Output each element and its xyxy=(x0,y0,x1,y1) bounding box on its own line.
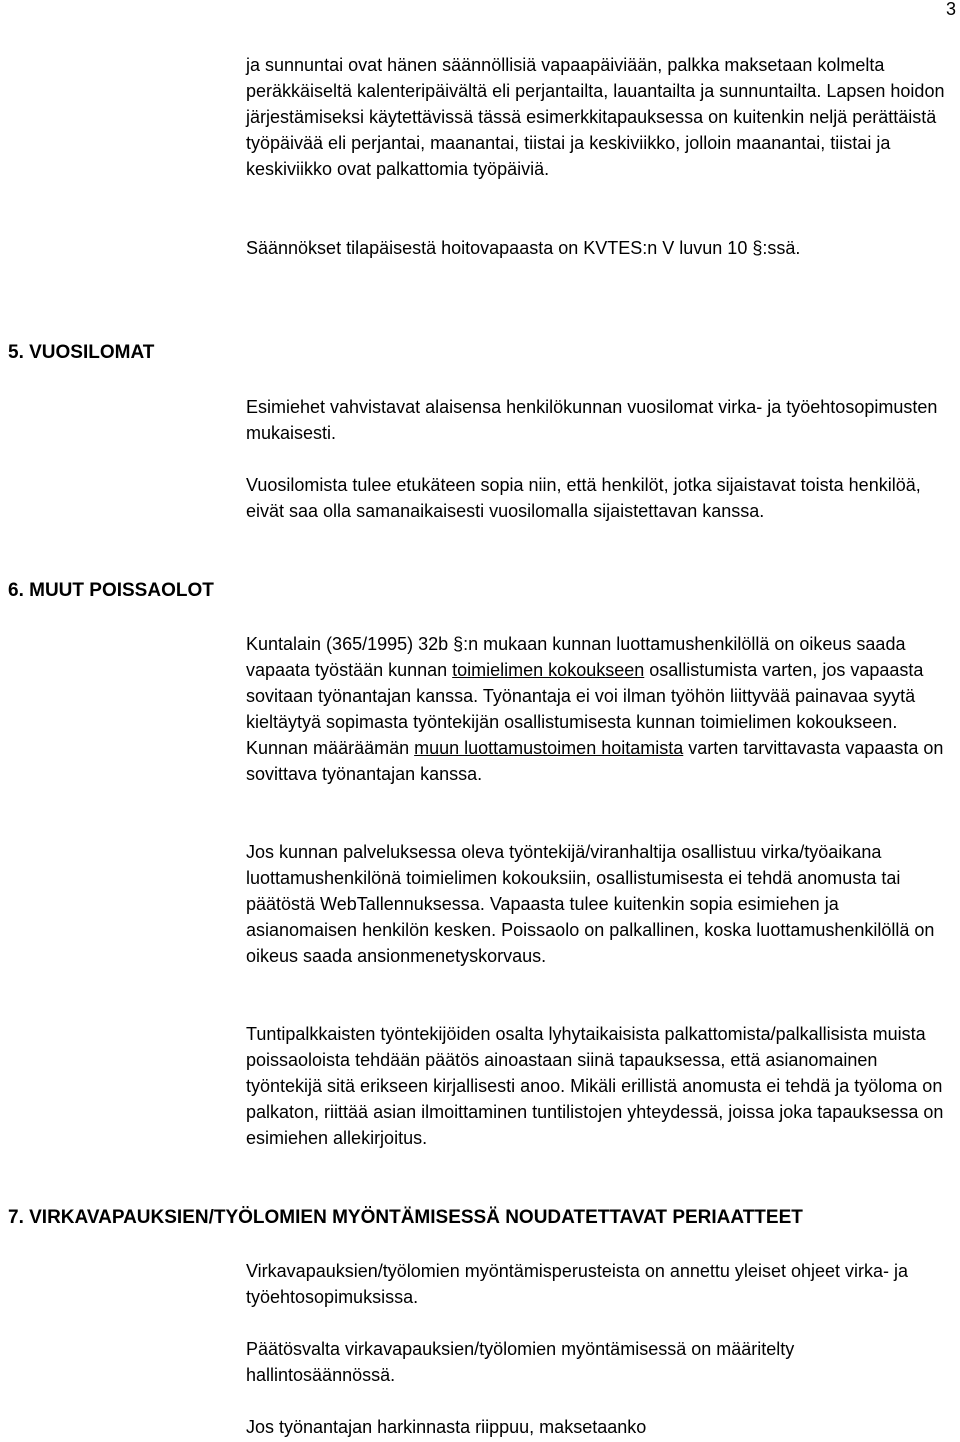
underlined-term: muun luottamustoimen hoitamista xyxy=(414,738,684,758)
continuation-paragraph: ja sunnuntai ovat hänen säännöllisiä vapaapäiviään, palkka maksetaan kolmelta peräkkäiseltä kalenteripäivältä eli perjantailta, lauantailta ja sunnuntailta. Lapsen hoidon järjestämiseksi käytettävissä tässä esimerkkitapauksessa on kuitenkin neljä perättäistä työpäivää eli perjantai, maanantai, tiistai ja keskiviikko, jolloin maanantai, tiistai ja keskiviikko ovat palkattomia työpäiviä. xyxy=(246,55,945,179)
section-paragraph: Vuosilomista tulee etukäteen sopia niin, että henkilöt, jotka sijaistavat toista henkilöä, eivät saa olla samanaikaisesti vuosilomalla sijaistettavan kanssa. xyxy=(246,475,921,521)
section-paragraph: Esimiehet vahvistavat alaisensa henkilökunnan vuosilomat virka- ja työehtosopimusten mukaisesti. xyxy=(246,397,938,443)
paragraph-text: Kuntalain (365/1995) 32b §:n mukaan kunnan luottamushenkilöllä on oikeus saada vapaata työstään kunnan xyxy=(246,634,906,680)
section-paragraph: Jos työnantajan harkinnasta riippuu, maksetaanko xyxy=(246,1417,647,1437)
section-heading: 6. MUUT POISSAOLOT xyxy=(8,580,214,601)
continuation-paragraph: Säännökset tilapäisestä hoitovapaasta on KVTES:n V luvun 10 §:ssä. xyxy=(246,238,801,258)
section-paragraph: Tuntipalkkaisten työntekijöiden osalta lyhytaikaisista palkattomista/palkallisista muista poissaoloista tehdään päätös ainoastaan siinä tapauksessa, että asianomainen työntekijä sitä erikseen kirjallisesti anoo. Mikäli erillistä anomusta ei tehdä ja työloma on palkaton, riittää asian ilmoittaminen tuntilistojen yhteydessä, joissa joka tapauksessa on esimiehen allekirjoitus. xyxy=(246,1024,944,1148)
section-heading: 5. VUOSILOMAT xyxy=(8,342,155,363)
page-number: 3 xyxy=(945,0,956,19)
section-paragraph: Virkavapauksien/työlomien myöntämisperusteista on annettu yleiset ohjeet virka- ja työehtosopimuksissa. xyxy=(246,1261,909,1307)
paragraph-text: osallistumista varten, jos vapaasta sovitaan työnantajan kanssa. Työnantaja ei voi ilman työhön liittyvää painavaa syytä kieltäytyä sopimasta työntekijän osallistumisesta kunnan toimielimen kokoukseen. Kunnan määräämän xyxy=(246,660,924,758)
section-paragraph: Jos kunnan palveluksessa oleva työntekijä/viranhaltija osallistuu virka/työaikana luottamushenkilönä toimielimen kokouksiin, osallistumisesta ei tehdä anomusta tai päätöstä WebTallennuksessa. Vapaasta tulee kuitenkin sopia esimiehen ja asianomaisen henkilön kesken. Poissaolo on palkallinen, koska luottamushenkilöllä on oikeus saada ansionmenetyskorvaus. xyxy=(246,842,935,966)
paragraph-text: varten tarvittavasta vapaasta on sovittava työnantajan kanssa. xyxy=(246,738,944,784)
section-paragraph: Päätösvalta virkavapauksien/työlomien myöntämisessä on määritelty hallintosäännössä. xyxy=(246,1339,795,1385)
underlined-term: toimielimen kokoukseen xyxy=(452,660,645,680)
section-heading: 7. VIRKAVAPAUKSIEN/TYÖLOMIEN MYÖNTÄMISESSÄ NOUDATETTAVAT PERIAATTEET xyxy=(8,1207,803,1228)
section-paragraph xyxy=(246,631,946,787)
